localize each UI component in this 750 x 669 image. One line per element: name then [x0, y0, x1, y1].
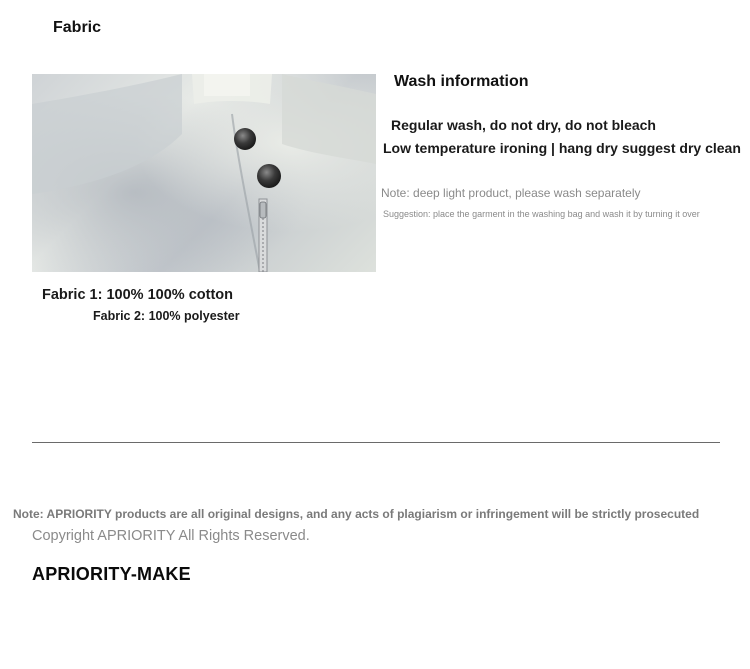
wash-info-heading: Wash information [394, 73, 529, 90]
brand-logo: APRIORITY-MAKE [32, 564, 191, 584]
wash-note: Note: deep light product, please wash separately [381, 186, 641, 200]
section-divider [32, 442, 720, 443]
wash-instruction-2: Low temperature ironing | hang dry suggest dry clean [383, 140, 741, 156]
copyright-text: Copyright APRIORITY All Rights Reserved. [32, 528, 310, 544]
jacket-collar-illustration [32, 74, 376, 272]
jacket-collar-photo [32, 74, 376, 272]
wash-instruction-1: Regular wash, do not dry, do not bleach [391, 117, 656, 133]
fabric-2-composition: Fabric 2: 100% polyester [93, 309, 240, 323]
originality-notice: Note: APRIORITY products are all original designs, and any acts of plagiarism or infringement will be strictly prosecuted [13, 507, 700, 521]
button-bottom [257, 164, 281, 188]
wash-suggestion: Suggestion: place the garment in the washing bag and wash it by turning it over [383, 209, 700, 219]
fabric-1-composition: Fabric 1: 100% 100% cotton [42, 287, 233, 303]
fabric-heading: Fabric [53, 19, 102, 36]
button-top [234, 128, 256, 150]
